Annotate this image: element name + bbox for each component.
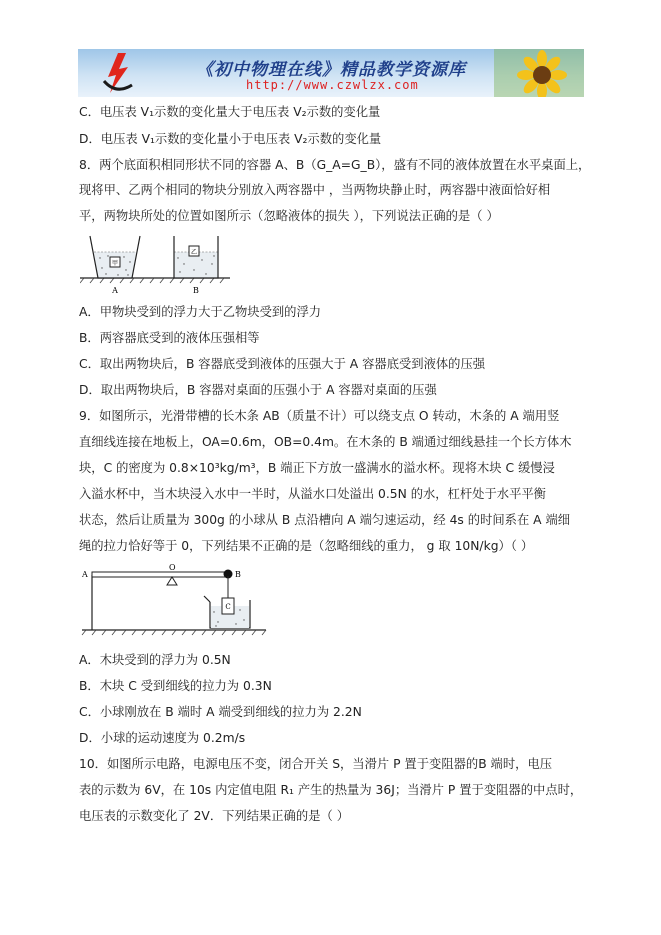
q9-stem-2: 直细线连接在地板上，OA=0.6m，OB=0.4m。在木条的 B 端通过细线悬挂一个长方体木 (79, 435, 572, 449)
q9-stem-1: 9．如图所示，光滑带槽的长木条 AB（质量不计）可以绕支点 O 转动，木条的 A 端用竖 (79, 409, 560, 423)
lever-figure (76, 562, 272, 638)
containers-figure (80, 234, 240, 296)
q9-stem-3: 块，C 的密度为 0.8×10³kg/m³，B 端正下方放一盛满水的溢水杯。现将木块 C 缓慢浸 (79, 461, 555, 475)
logo-icon (100, 51, 134, 95)
banner-title: 《初中物理在线》精品教学资源库 (196, 60, 466, 80)
block-b-label: 乙 (190, 249, 198, 256)
q9-stem-4: 入溢水杯中，当木块浸入水中一半时，从溢水口处溢出 0.5N 的水，杠杆处于水平平衡 (79, 487, 546, 501)
label-o: O (169, 563, 176, 572)
q9-option-d: D．小球的运动速度为 0.2m/s (79, 731, 246, 745)
q8-option-b: B．两容器底受到的液体压强相等 (79, 331, 260, 345)
sunflower-icon (494, 49, 584, 97)
label-b: B (193, 286, 199, 295)
container-b (174, 236, 218, 278)
q10-stem-3: 电压表的示数变化了 2V．下列结果正确的是（ ） (79, 809, 349, 823)
q7-option-c: C．电压表 V₁示数的变化量大于电压表 V₂示数的变化量 (79, 105, 381, 119)
q8-option-c: C．取出两物块后，B 容器底受到液体的压强大于 A 容器底受到液体的压强 (79, 357, 486, 371)
q9-option-a: A．木块受到的浮力为 0.5N (79, 653, 231, 667)
q8-stem-2: 现将甲、乙两个相同的物块分别放入两容器中 ，当两物块静止时，两容器中液面恰好相 (79, 183, 551, 197)
banner-url: http://www.czwlzx.com (246, 78, 419, 92)
q8-stem-1: 8．两个底面积相同形状不同的容器 A、B（G_A=G_B），盛有不同的液体放置在水平桌面上， (79, 158, 591, 172)
q10-stem-1: 10．如图所示电路，电源电压不变，闭合开关 S，当滑片 P 置于变阻器的B 端时，电压 (79, 757, 553, 771)
label-a: A (112, 286, 118, 295)
q9-option-b: B．木块 C 受到细线的拉力为 0.3N (79, 679, 272, 693)
q8-option-a: A．甲物块受到的浮力大于乙物块受到的浮力 (79, 305, 322, 319)
q8-option-d: D．取出两物块后，B 容器对桌面的压强小于 A 容器对桌面的压强 (79, 383, 437, 397)
q10-stem-2: 表的示数为 6V，在 10s 内定值电阻 R₁ 产生的热量为 36J；当滑片 P 置于变阻器的中点时， (79, 783, 583, 797)
header-banner (78, 49, 584, 97)
q8-stem-3: 平，两物块所处的位置如图所示（忽略液体的损失 ），下列说法正确的是（ ） (79, 209, 499, 223)
q9-stem-5: 状态，然后让质量为 300g 的小球从 B 点沿槽向 A 端匀速运动，经 4s 的时间系在 A 端细 (79, 513, 571, 527)
q9-option-c: C．小球刚放在 B 端时 A 端受到细线的拉力为 2.2N (79, 705, 362, 719)
label-b: B (235, 570, 241, 579)
label-c: C (225, 603, 231, 611)
block-a-label: 甲 (111, 260, 119, 267)
q9-stem-6: 绳的拉力恰好等于 0，下列结果不正确的是（忽略细线的重力， g 取 10N/kg）（ ） (79, 539, 534, 553)
label-a: A (82, 570, 88, 579)
container-a (90, 236, 140, 278)
q7-option-d: D．电压表 V₁示数的变化量小于电压表 V₂示数的变化量 (79, 132, 382, 146)
